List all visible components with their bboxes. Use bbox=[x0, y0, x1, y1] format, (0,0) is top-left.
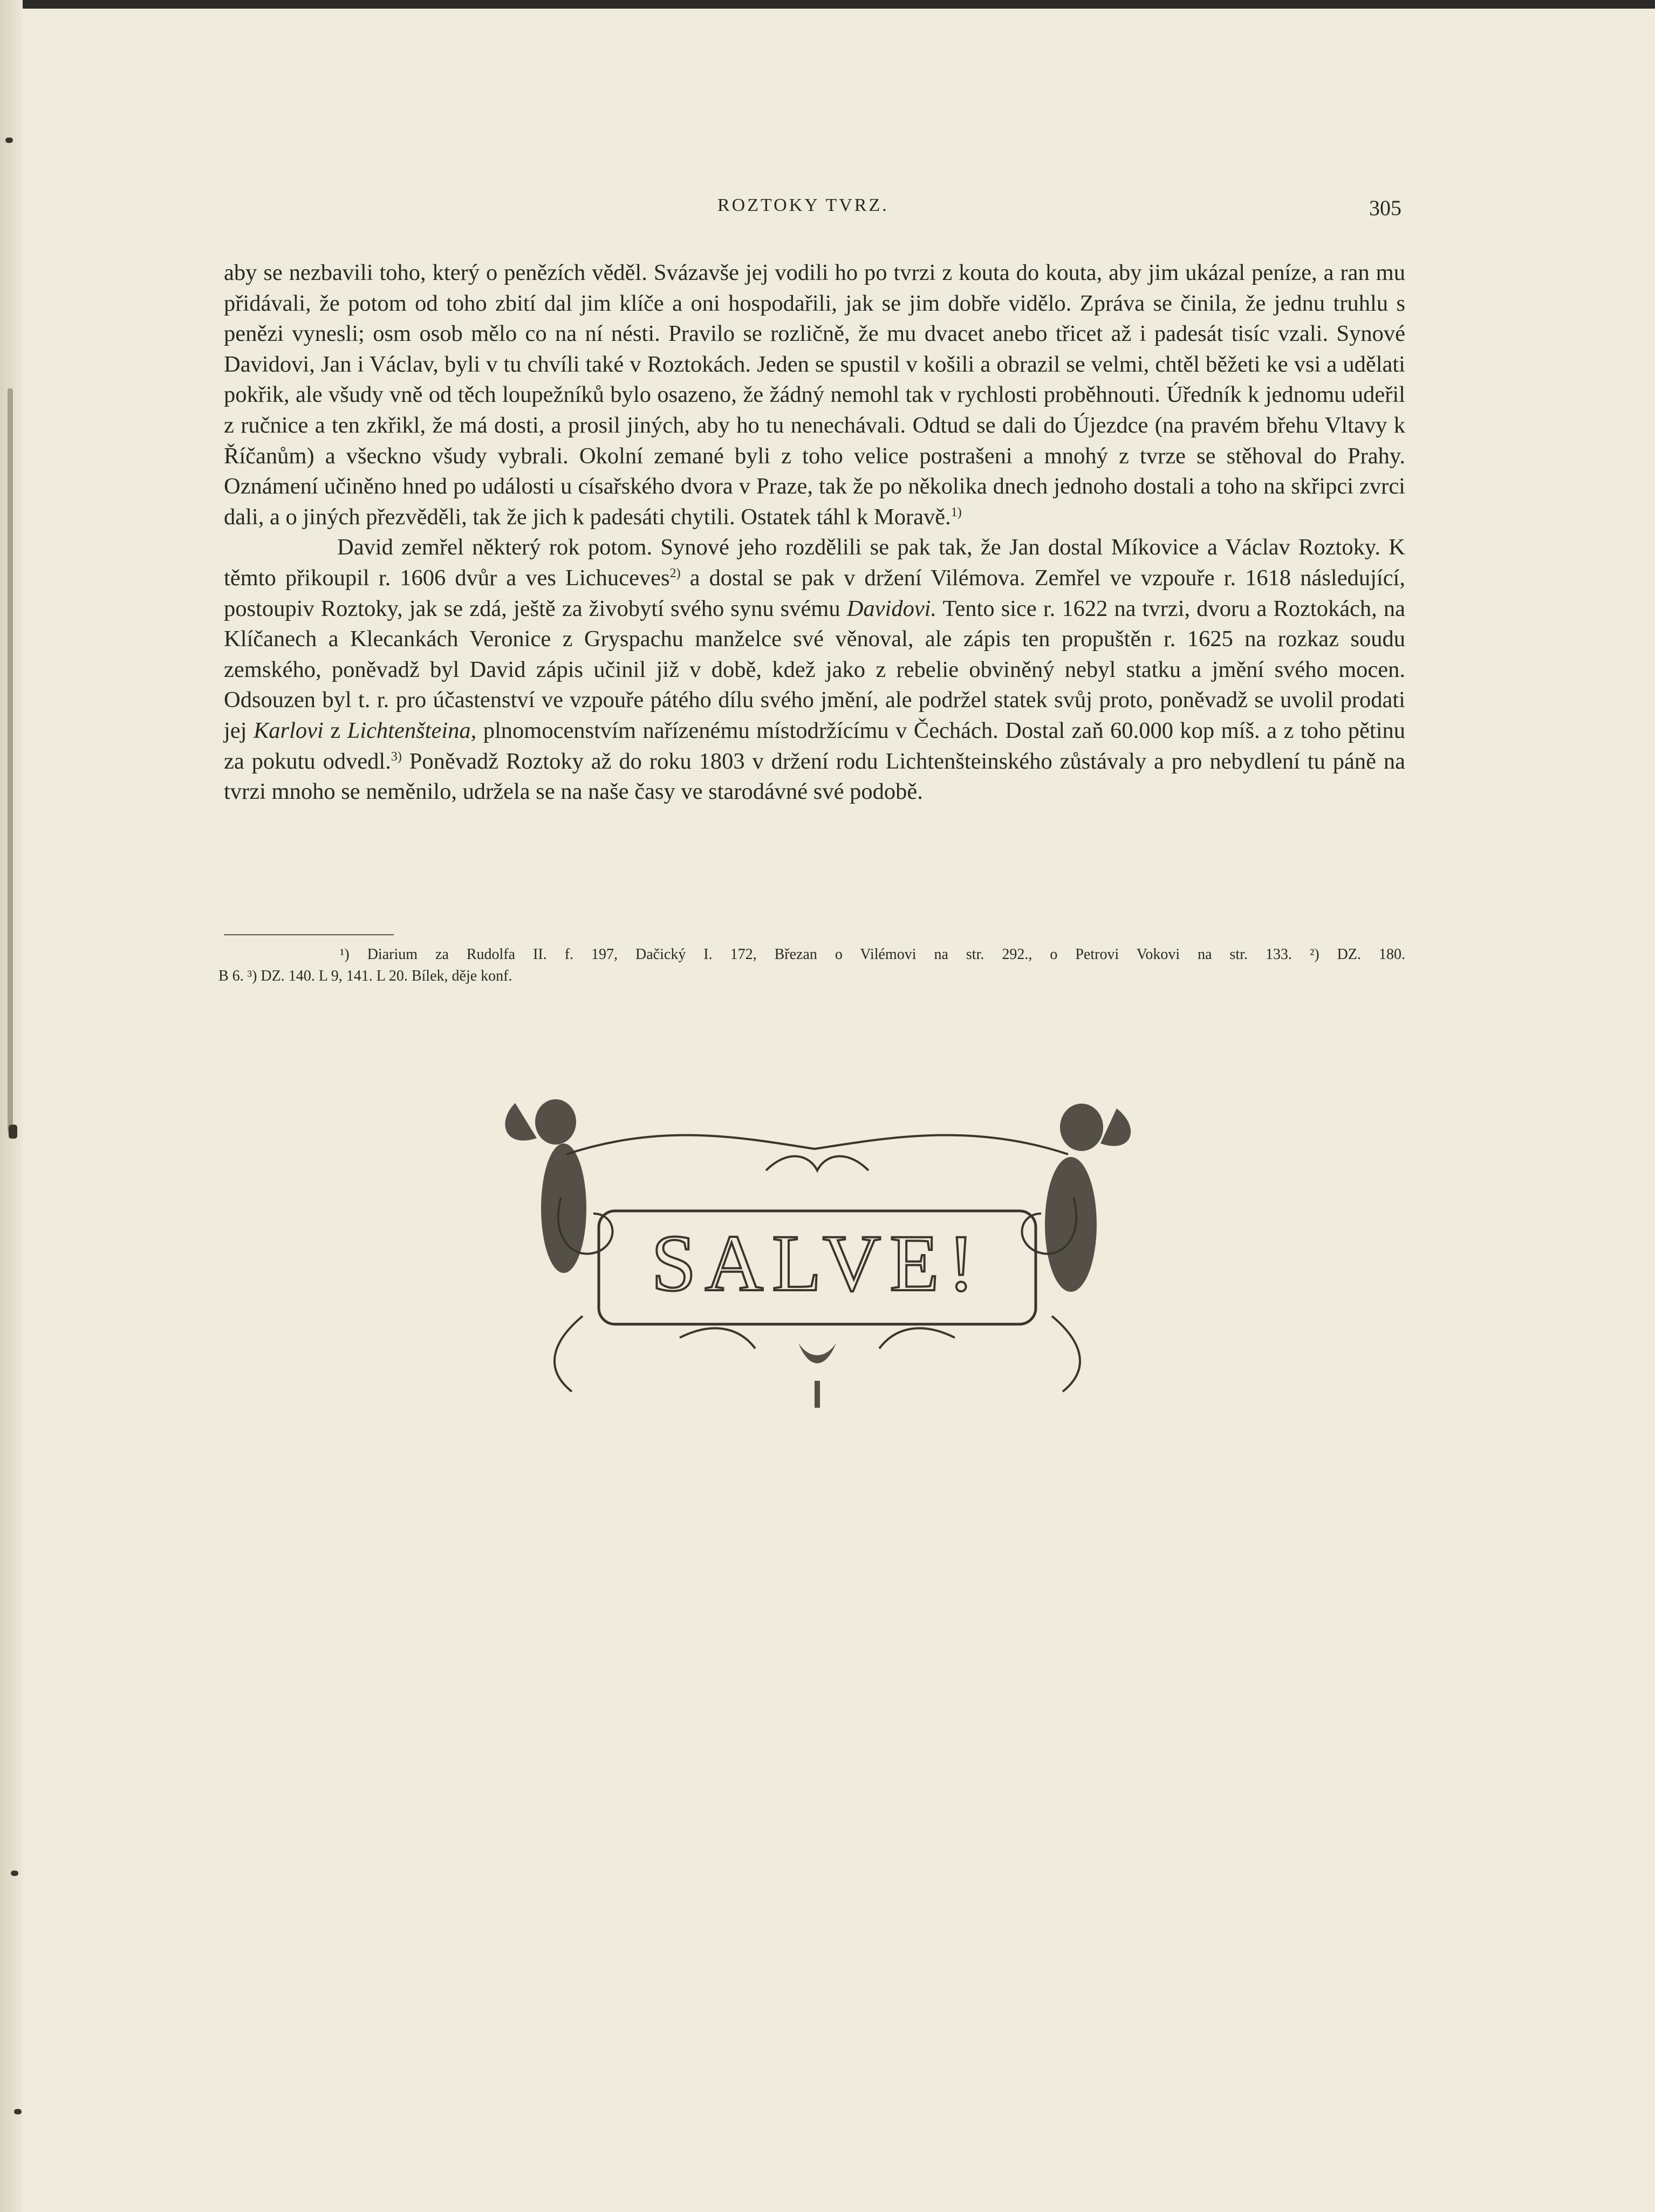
scan-binding-strip bbox=[8, 388, 13, 1133]
ornament-scroll bbox=[566, 1135, 1068, 1154]
paragraph-2-text: plnomocenstvím nařízenému místodržícímu v Čechách. Dostal zaň 60.000 kop míš. a z toho pětinu za pokutu odvedl. bbox=[224, 717, 1406, 774]
ornament-acanthus bbox=[798, 1343, 836, 1364]
body-text bbox=[224, 258, 1405, 807]
ornament-scroll bbox=[555, 1316, 583, 1392]
paragraph-2-text: a dostal se pak v držení Vilémova. Zemřel ve vzpouře r. 1618 následující, postoupiv Roztoky, jak se zdá, ještě za živobytí svého synu svému bbox=[224, 565, 1405, 621]
scan-top-edge bbox=[0, 0, 1655, 9]
place-name: Lichtenšteina, bbox=[347, 717, 477, 743]
footnote-divider bbox=[224, 934, 394, 935]
running-head bbox=[0, 195, 1655, 228]
cherub-body-left bbox=[541, 1143, 586, 1273]
footnotes bbox=[218, 944, 1405, 987]
salve-vignette-ornament bbox=[485, 1090, 1149, 1424]
scan-mark bbox=[9, 1125, 17, 1139]
cherub-head-right bbox=[1060, 1104, 1103, 1151]
paragraph-2-text: Poněvadž Roztoky až do roku 1803 v držení rodu Lichtenšteinského zůstávaly a pro nebydlení tu páně na tvrzi mnoho se neměnilo, udržela se na naše časy ve starodávné své podobě. bbox=[224, 748, 1405, 805]
paragraph-1 bbox=[224, 258, 1405, 532]
running-title: ROZTOKY TVRZ. bbox=[717, 195, 889, 215]
footnote-ref: 2) bbox=[669, 566, 681, 580]
ornament-scroll bbox=[1052, 1316, 1080, 1392]
paragraph-2 bbox=[224, 532, 1405, 807]
cherub-head-left bbox=[535, 1099, 576, 1145]
ornament-pendant bbox=[815, 1381, 820, 1408]
page-number: 305 bbox=[1369, 196, 1401, 220]
paragraph-2-text: David zemřel některý rok potom. Synové jeho rozdělili se pak tak, že Jan dostal Míkovice a Václav Roztoky. K těmto přikoupil r. 1606 dvůr a ves Lichuceves bbox=[224, 535, 1405, 591]
ornament-scroll bbox=[680, 1328, 955, 1348]
paragraph-2-text: Tento sice r. 1622 na tvrzi, dvoru a Roztokách, na Klíčanech a Klecankách Veronice z Gryspachu manželce své věnoval, ale zápis ten propuštěn r. 1625 na rozkaz soudu zemského, poněvadž byl David zápis učinil již v době, kdež jako z rebelie obviněný nebyl statku a jmění svého mocen. Odsouzen byl t. r. pro účastenství ve vzpouře pátého dílu svého jmění, ale podržel statek svůj proto, poněvadž se uvolil prodati jej bbox=[224, 595, 1405, 743]
scan-mark bbox=[11, 1871, 18, 1876]
ornament-scroll bbox=[766, 1156, 868, 1170]
person-name: Davidovi. bbox=[846, 595, 937, 621]
paragraph-1-text: aby se nezbavili toho, který o penězích věděl. Svázavše jej vodili ho po tvrzi z kouta do kouta, aby jim ukázal peníze, a ran mu přidávali, že potom od toho zbití dal jim klíče a oni hospodařili, jak se jim dobře vidělo. Zpráva se činila, že jednu truhlu s penězi vynesli; osm osob mělo co na ní nésti. Pravilo se rozličně, že mu dvacet anebo třicet až i padesát tisíc vzali. Synové Davidovi, Jan i Václav, byli v tu chvíli také v Roztokách. Jeden se spustil v košili a obrazil se velmi, chtěl běžeti ke vsi a udělati pokřik, ale všudy vně od těch loupežníků bylo osazeno, že žádný nemohl tak v rychlosti proběhnouti. Úředník k jednomu udeřil z ručnice a ten zkřikl, že má dosti, a prosil jiných, aby ho tu nenechávali. Odtud se dali do Újezdce (na pravém břehu Vltavy k Říčanům) a všeckno všudy vybrali. Okolní zemané byli z toho velice postrašeni a mnohý z tvrze se stěhoval do Prahy. Oznámení učiněno hned po události u císařského dvora v Praze, tak že po několika dnech jednoho dostali a toho na skřipci zvrci dali, a o jiných přezvěděli, tak že jich k padesáti chytili. Ostatek táhl k Moravě. bbox=[224, 260, 1405, 530]
cherub-body-right bbox=[1045, 1157, 1097, 1292]
scan-mark bbox=[14, 2109, 22, 2114]
salve-text: SALVE! bbox=[651, 1218, 983, 1308]
cherub-wing-left bbox=[505, 1103, 537, 1141]
scan-mark bbox=[5, 138, 13, 143]
cherub-wing-right bbox=[1100, 1108, 1131, 1146]
footnote-line: B 6. ³) DZ. 140. L 9, 141. L 20. Bílek, děje konf. bbox=[218, 968, 512, 984]
person-name: Karlovi bbox=[253, 717, 324, 743]
footnote-ref: 1) bbox=[950, 505, 962, 519]
footnote-ref: 3) bbox=[391, 749, 402, 764]
footnote-line: ¹) Diarium za Rudolfa II. f. 197, Dačický I. 172, Březan o Vilémovi na str. 292., o Petrovi Vokovi na str. 133. ²) DZ. 180. bbox=[340, 946, 1405, 963]
paragraph-2-text: z bbox=[323, 717, 347, 743]
